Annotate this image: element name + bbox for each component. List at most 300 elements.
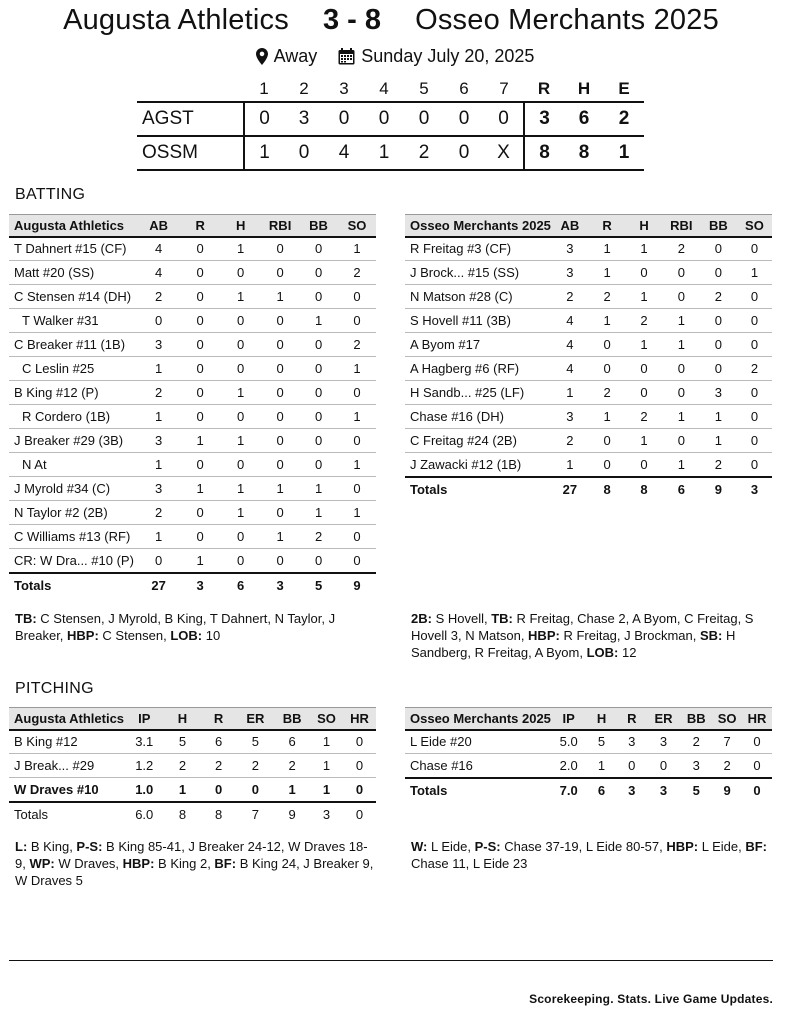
- table-row: [405, 237, 772, 261]
- stat-cell: 3: [137, 333, 180, 357]
- inning-runs: 0: [324, 102, 364, 136]
- stat-cell: 0: [700, 237, 737, 261]
- stat-cell: 3: [551, 261, 589, 285]
- stat-cell: 27: [137, 573, 180, 597]
- total-runs: 8: [524, 136, 564, 170]
- stat-cell: 2: [201, 754, 237, 778]
- stat-cell: 0: [180, 261, 220, 285]
- stat-cell: 8: [164, 802, 200, 826]
- table-header-row: [9, 708, 376, 730]
- stat-cell: 2: [700, 285, 737, 309]
- stat-column-header: RBI: [663, 215, 700, 237]
- totals-row: [9, 802, 376, 826]
- note-text: B King 85-41, J Breaker 24-12, W Draves 18-9,: [15, 839, 368, 871]
- stat-column-header: AB: [137, 215, 180, 237]
- stat-cell: 0: [299, 333, 338, 357]
- inning-runs: 0: [444, 102, 484, 136]
- player-name: J Myrold #34 (C): [9, 477, 137, 501]
- stat-cell: 0: [589, 357, 625, 381]
- game-info: [0, 46, 790, 70]
- stat-cell: 3: [261, 573, 299, 597]
- stat-cell: 0: [180, 333, 220, 357]
- stat-cell: 8: [201, 802, 237, 826]
- player-name: Chase #16 (DH): [405, 405, 551, 429]
- stat-cell: 0: [338, 477, 376, 501]
- stat-cell: 0: [261, 453, 299, 477]
- inning-runs: 0: [244, 102, 284, 136]
- stat-cell: 0: [338, 381, 376, 405]
- line-score-team: AGST: [137, 102, 244, 136]
- player-name: R Freitag #3 (CF): [405, 237, 551, 261]
- stat-cell: 1: [338, 405, 376, 429]
- stat-cell: 0: [220, 261, 261, 285]
- note-label: TB:: [15, 611, 37, 626]
- player-name: Totals: [405, 477, 551, 501]
- stat-column-header: HR: [343, 708, 376, 730]
- stat-cell: 2: [663, 237, 700, 261]
- stat-cell: 0: [343, 778, 376, 802]
- location-info: [256, 46, 318, 67]
- stat-column-header: HR: [742, 708, 772, 730]
- stat-cell: 0: [261, 357, 299, 381]
- note-text: H Sandberg, R Freitag, A Byom,: [411, 628, 739, 660]
- stat-cell: 4: [551, 357, 589, 381]
- stat-cell: 1: [261, 285, 299, 309]
- stat-cell: 0: [299, 453, 338, 477]
- total-errors: 1: [604, 136, 644, 170]
- player-name: C Breaker #11 (1B): [9, 333, 137, 357]
- away-batting-notes: [411, 610, 771, 661]
- stat-column-header: H: [220, 215, 261, 237]
- stat-column-header: BB: [680, 708, 712, 730]
- note-label: BF:: [214, 856, 237, 871]
- stat-column-header: H: [164, 708, 200, 730]
- note-label: LOB:: [170, 628, 203, 643]
- stat-cell: 0: [617, 754, 647, 778]
- inning-header: 4: [379, 78, 389, 98]
- stat-cell: 6: [274, 730, 310, 754]
- stat-cell: 0: [700, 333, 737, 357]
- home-team-name: Augusta Athletics: [63, 4, 289, 36]
- inning-runs: 1: [364, 136, 404, 170]
- stat-column-header: H: [625, 215, 662, 237]
- stat-cell: 0: [625, 381, 662, 405]
- map-pin-icon: [256, 48, 268, 65]
- stat-cell: 1: [586, 754, 616, 778]
- stat-cell: 1: [137, 357, 180, 381]
- stat-column-header: SO: [737, 215, 772, 237]
- table-row: [9, 730, 376, 754]
- line-score-header: [137, 76, 644, 102]
- note-text: B King 2,: [154, 856, 215, 871]
- inning-runs: 0: [444, 136, 484, 170]
- stat-cell: 5: [164, 730, 200, 754]
- calendar-icon: [338, 48, 355, 65]
- stat-cell: 0: [700, 309, 737, 333]
- player-name: S Hovell #11 (3B): [405, 309, 551, 333]
- player-name: J Brock... #15 (SS): [405, 261, 551, 285]
- table-row: [405, 381, 772, 405]
- stat-cell: 0: [338, 549, 376, 573]
- stat-cell: 2: [551, 429, 589, 453]
- hits-header: H: [577, 78, 591, 98]
- note-label: P-S:: [76, 839, 103, 854]
- stat-cell: 1: [137, 453, 180, 477]
- stat-cell: 0: [663, 381, 700, 405]
- stat-cell: 1: [310, 754, 343, 778]
- pitching-section-title: PITCHING: [15, 680, 94, 697]
- stat-cell: 0: [700, 357, 737, 381]
- stat-cell: 1: [220, 501, 261, 525]
- stat-column-header: ER: [237, 708, 275, 730]
- stat-cell: 0: [180, 453, 220, 477]
- stat-cell: 1: [551, 381, 589, 405]
- note-label: P-S:: [474, 839, 501, 854]
- stat-cell: 0: [338, 309, 376, 333]
- stat-cell: 0: [742, 730, 772, 754]
- stat-cell: 6: [586, 778, 616, 802]
- stat-cell: 3: [137, 477, 180, 501]
- stat-cell: 0: [299, 549, 338, 573]
- player-name: W Draves #10: [9, 778, 124, 802]
- player-name: N Taylor #2 (2B): [9, 501, 137, 525]
- inning-runs: 4: [324, 136, 364, 170]
- line-score-table: [137, 76, 644, 171]
- stat-cell: 1: [180, 549, 220, 573]
- note-text: Chase 11, L Eide 23: [411, 839, 771, 871]
- inning-runs: 0: [364, 102, 404, 136]
- stat-cell: 2: [299, 525, 338, 549]
- stat-cell: 0: [299, 381, 338, 405]
- stat-cell: 1: [663, 405, 700, 429]
- team-name-header: Augusta Athletics: [9, 215, 137, 237]
- table-row: [9, 381, 376, 405]
- stat-cell: 0: [589, 429, 625, 453]
- stat-cell: 0: [201, 778, 237, 802]
- stat-column-header: BB: [274, 708, 310, 730]
- note-label: LOB:: [586, 645, 619, 660]
- stat-cell: 1: [589, 405, 625, 429]
- stat-cell: 4: [137, 261, 180, 285]
- stat-cell: 0: [261, 501, 299, 525]
- note-text: Chase 37-19, L Eide 80-57,: [500, 839, 667, 854]
- stat-column-header: H: [586, 708, 616, 730]
- stat-cell: 2.0: [551, 754, 587, 778]
- table-row: [9, 453, 376, 477]
- away-pitching-notes: [411, 838, 771, 872]
- table-row: [9, 501, 376, 525]
- stat-cell: 0: [299, 405, 338, 429]
- note-label: SB:: [699, 628, 723, 643]
- team-name-header: Osseo Merchants 2025: [405, 708, 551, 730]
- stat-cell: 1: [551, 453, 589, 477]
- stat-cell: 0: [261, 333, 299, 357]
- table-row: [405, 261, 772, 285]
- stat-cell: 27: [551, 477, 589, 501]
- stat-cell: 3: [737, 477, 772, 501]
- stat-cell: 4: [551, 333, 589, 357]
- stat-cell: 3.1: [124, 730, 164, 754]
- table-row: [9, 237, 376, 261]
- stat-cell: 0: [647, 754, 680, 778]
- stat-cell: 1: [338, 501, 376, 525]
- stat-cell: 0: [220, 309, 261, 333]
- stat-column-header: BB: [299, 215, 338, 237]
- inning-header: 2: [299, 78, 309, 98]
- player-name: R Cordero (1B): [9, 405, 137, 429]
- line-score-team: OSSM: [137, 136, 244, 170]
- stat-cell: 3: [617, 730, 647, 754]
- stat-cell: 0: [180, 285, 220, 309]
- table-row: [9, 754, 376, 778]
- stat-cell: 2: [589, 285, 625, 309]
- table-row: [9, 333, 376, 357]
- stat-cell: 2: [589, 381, 625, 405]
- stat-cell: 0: [742, 778, 772, 802]
- stat-cell: 1: [310, 730, 343, 754]
- stat-cell: 3: [180, 573, 220, 597]
- stat-cell: 0: [261, 261, 299, 285]
- stat-cell: 0: [220, 453, 261, 477]
- line-score-row: [137, 136, 644, 170]
- player-name: T Dahnert #15 (CF): [9, 237, 137, 261]
- stat-cell: 1: [625, 333, 662, 357]
- location-label: Away: [273, 46, 318, 66]
- stat-cell: 1: [737, 261, 772, 285]
- home-batting-notes: [15, 610, 375, 644]
- game-header: [0, 4, 782, 37]
- player-name: C Leslin #25: [9, 357, 137, 381]
- stat-cell: 9: [712, 778, 742, 802]
- stat-cell: 6: [201, 730, 237, 754]
- player-name: J Zawacki #12 (1B): [405, 453, 551, 477]
- table-header-row: [405, 215, 772, 237]
- player-name: H Sandb... #25 (LF): [405, 381, 551, 405]
- stat-cell: 1: [589, 237, 625, 261]
- stat-cell: 1: [164, 778, 200, 802]
- note-text: B King,: [27, 839, 77, 854]
- stat-cell: 0: [343, 802, 376, 826]
- stat-cell: 0: [737, 381, 772, 405]
- table-row: [405, 429, 772, 453]
- stat-cell: 0: [180, 501, 220, 525]
- stat-cell: 3: [647, 778, 680, 802]
- stat-cell: 0: [338, 285, 376, 309]
- stat-cell: 1: [220, 477, 261, 501]
- home-batting-table: [9, 214, 376, 597]
- stat-cell: 6.0: [124, 802, 164, 826]
- stat-column-header: SO: [338, 215, 376, 237]
- stat-cell: 0: [343, 754, 376, 778]
- stat-cell: 0: [742, 754, 772, 778]
- away-team-name: Osseo Merchants 2025: [415, 4, 719, 36]
- stat-cell: 5: [680, 778, 712, 802]
- inning-runs: 3: [284, 102, 324, 136]
- stat-cell: 0: [663, 285, 700, 309]
- note-text: 10: [202, 628, 221, 643]
- stat-cell: 0: [737, 453, 772, 477]
- stat-cell: 1: [625, 237, 662, 261]
- stat-cell: 2: [137, 501, 180, 525]
- stat-cell: 0: [261, 309, 299, 333]
- stat-cell: 1: [180, 429, 220, 453]
- stat-cell: 0: [299, 429, 338, 453]
- stat-cell: 7: [712, 730, 742, 754]
- stat-column-header: ER: [647, 708, 680, 730]
- player-name: T Walker #31: [9, 309, 137, 333]
- note-text: R Freitag, J Brockman,: [559, 628, 700, 643]
- home-pitching-table: [9, 707, 376, 826]
- stat-cell: 0: [625, 453, 662, 477]
- runs-header: R: [537, 78, 551, 98]
- stat-cell: 1: [299, 309, 338, 333]
- stat-cell: 8: [625, 477, 662, 501]
- stat-cell: 2: [237, 754, 275, 778]
- stat-column-header: SO: [310, 708, 343, 730]
- stat-cell: 0: [700, 261, 737, 285]
- stat-cell: 0: [663, 429, 700, 453]
- player-name: N Matson #28 (C): [405, 285, 551, 309]
- stat-cell: 0: [180, 525, 220, 549]
- stat-cell: 2: [137, 285, 180, 309]
- stat-cell: 0: [299, 261, 338, 285]
- inning-runs: 0: [484, 102, 524, 136]
- stat-cell: 3: [680, 754, 712, 778]
- stat-cell: 1.0: [124, 778, 164, 802]
- stat-cell: 0: [261, 549, 299, 573]
- stat-cell: 2: [274, 754, 310, 778]
- winning-pitcher-row: [9, 778, 376, 802]
- totals-row: [405, 477, 772, 501]
- player-name: B King #12 (P): [9, 381, 137, 405]
- stat-cell: 2: [712, 754, 742, 778]
- stat-cell: 0: [299, 237, 338, 261]
- home-pitching-notes: [15, 838, 378, 889]
- note-text: S Hovell,: [431, 611, 492, 626]
- stat-cell: 0: [737, 429, 772, 453]
- footer-divider: [9, 960, 773, 961]
- stat-cell: 1: [220, 237, 261, 261]
- stat-cell: 1: [220, 381, 261, 405]
- note-label: 2B:: [411, 611, 432, 626]
- stat-cell: 0: [338, 429, 376, 453]
- stat-cell: 0: [737, 333, 772, 357]
- final-score: 3 - 8: [323, 4, 382, 36]
- player-name: Totals: [9, 802, 124, 826]
- note-text: 12: [618, 645, 637, 660]
- errors-header: E: [618, 78, 630, 98]
- stat-cell: 0: [338, 525, 376, 549]
- inning-runs: 0: [284, 136, 324, 170]
- stat-cell: 0: [220, 333, 261, 357]
- stat-cell: 0: [343, 730, 376, 754]
- total-errors: 2: [604, 102, 644, 136]
- stat-column-header: IP: [124, 708, 164, 730]
- stat-column-header: R: [617, 708, 647, 730]
- stat-cell: 2: [700, 453, 737, 477]
- stat-column-header: IP: [551, 708, 587, 730]
- stat-cell: 1: [625, 285, 662, 309]
- table-row: [9, 525, 376, 549]
- stat-cell: 3: [310, 802, 343, 826]
- inning-runs: 0: [404, 102, 444, 136]
- note-text: B King 24, J Breaker 9, W Draves 5: [15, 856, 378, 888]
- note-text: R Freitag, Chase 2, A Byom, C Freitag, S Hovell 3, N Matson,: [411, 611, 758, 643]
- stat-cell: 0: [180, 381, 220, 405]
- stat-cell: 0: [237, 778, 275, 802]
- note-label: W:: [411, 839, 428, 854]
- stat-cell: 1: [338, 453, 376, 477]
- stat-cell: 1.2: [124, 754, 164, 778]
- table-row: [405, 309, 772, 333]
- stat-cell: 7: [237, 802, 275, 826]
- stat-cell: 3: [137, 429, 180, 453]
- stat-cell: 3: [700, 381, 737, 405]
- away-pitching-table: [405, 707, 772, 802]
- table-row: [405, 730, 772, 754]
- stat-cell: 0: [180, 357, 220, 381]
- stat-cell: 0: [663, 261, 700, 285]
- total-runs: 3: [524, 102, 564, 136]
- note-text: C Stensen,: [98, 628, 171, 643]
- note-label: L:: [15, 839, 28, 854]
- stat-cell: 0: [180, 405, 220, 429]
- stat-cell: 2: [338, 261, 376, 285]
- stat-cell: 0: [663, 357, 700, 381]
- stat-cell: 1: [299, 501, 338, 525]
- note-text: L Eide,: [427, 839, 475, 854]
- player-name: C Williams #13 (RF): [9, 525, 137, 549]
- player-name: C Stensen #14 (DH): [9, 285, 137, 309]
- stat-cell: 0: [299, 285, 338, 309]
- table-row: [9, 285, 376, 309]
- stat-cell: 1: [274, 778, 310, 802]
- stat-cell: 1: [589, 261, 625, 285]
- stat-cell: 0: [737, 405, 772, 429]
- inning-runs: 1: [244, 136, 284, 170]
- stat-cell: 2: [737, 357, 772, 381]
- stat-cell: 1: [589, 309, 625, 333]
- stat-column-header: AB: [551, 215, 589, 237]
- note-label: TB:: [491, 611, 513, 626]
- stat-cell: 0: [137, 549, 180, 573]
- stat-cell: 2: [137, 381, 180, 405]
- player-name: Totals: [9, 573, 137, 597]
- stat-cell: 1: [137, 405, 180, 429]
- table-row: [9, 261, 376, 285]
- stat-cell: 1: [220, 429, 261, 453]
- line-score-row: [137, 102, 644, 136]
- team-name-header: Augusta Athletics: [9, 708, 124, 730]
- player-name: J Breaker #29 (3B): [9, 429, 137, 453]
- stat-cell: 4: [551, 309, 589, 333]
- stat-cell: 0: [737, 285, 772, 309]
- table-row: [405, 357, 772, 381]
- stat-cell: 5: [299, 573, 338, 597]
- stat-cell: 4: [137, 237, 180, 261]
- stat-cell: 2: [680, 730, 712, 754]
- footer-tagline: Scorekeeping. Stats. Live Game Updates.: [529, 992, 773, 1006]
- stat-cell: 0: [625, 357, 662, 381]
- note-label: HBP:: [528, 628, 560, 643]
- stat-cell: 1: [261, 525, 299, 549]
- stat-cell: 1: [338, 357, 376, 381]
- player-name: CR: W Dra... #10 (P): [9, 549, 137, 573]
- table-header-row: [9, 215, 376, 237]
- stat-cell: 2: [625, 405, 662, 429]
- stat-cell: 0: [625, 261, 662, 285]
- stat-cell: 0: [261, 429, 299, 453]
